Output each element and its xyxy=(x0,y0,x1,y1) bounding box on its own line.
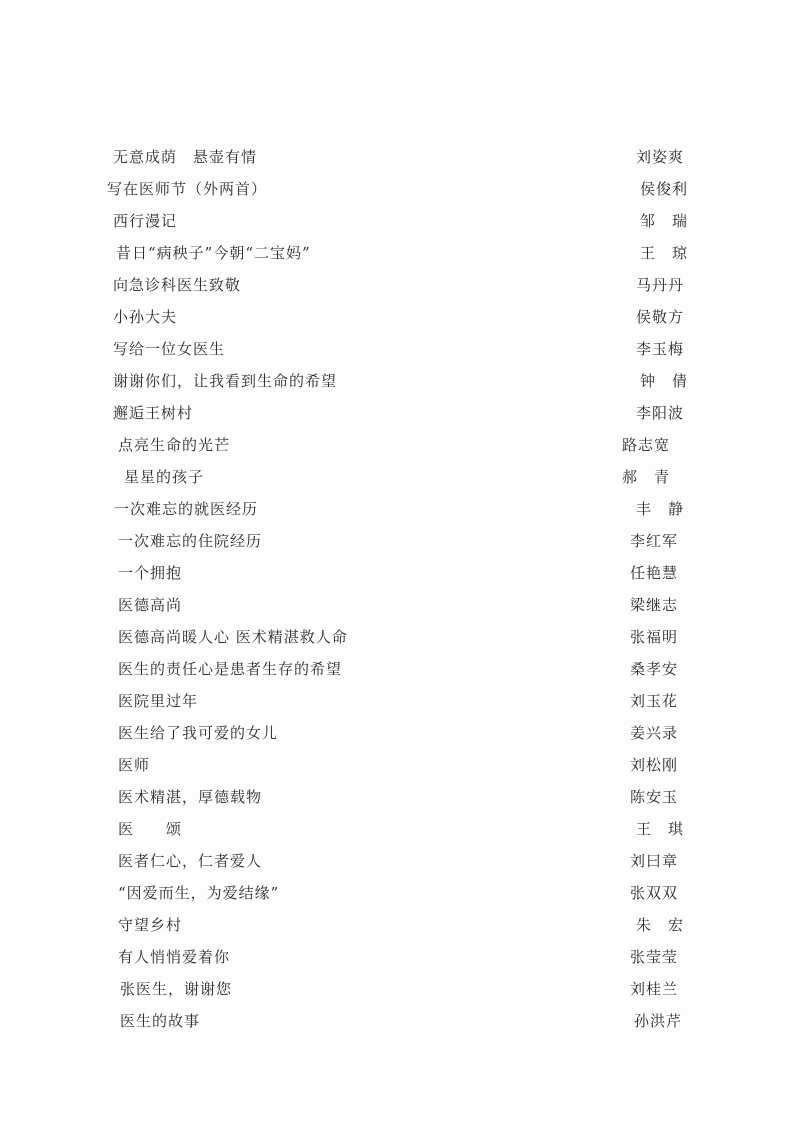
entry-author: 钟 倩 xyxy=(640,372,689,390)
entry-title: 写在医师节（外两首） xyxy=(107,180,268,198)
entry-title: 医生的故事 xyxy=(120,1012,201,1030)
toc-entry xyxy=(0,622,800,652)
toc-entry xyxy=(0,718,800,748)
toc-entry xyxy=(0,270,800,300)
entry-author: 张莹莹 xyxy=(630,948,679,966)
toc-entry xyxy=(0,782,800,812)
entry-author: 丰 静 xyxy=(636,500,685,518)
entry-title: 一次难忘的就医经历 xyxy=(114,500,259,518)
entry-author: 李玉梅 xyxy=(636,340,685,358)
entry-title: 无意成荫 悬壶有情 xyxy=(113,148,258,166)
entry-author: 郝 青 xyxy=(622,468,671,486)
entry-title: 写给一位女医生 xyxy=(113,340,226,358)
entry-author: 侯俊利 xyxy=(640,180,689,198)
entry-title: 张医生，谢谢您 xyxy=(120,980,233,998)
entry-author: 王 琪 xyxy=(636,820,685,838)
entry-author: 桑孝安 xyxy=(630,660,679,678)
entry-title: 一次难忘的住院经历 xyxy=(118,532,263,550)
entry-title: 西行漫记 xyxy=(113,212,178,230)
entry-author: 路志宽 xyxy=(622,436,671,454)
toc-entry xyxy=(0,462,800,492)
toc-entry xyxy=(0,910,800,940)
entry-author: 李阳波 xyxy=(636,404,685,422)
entry-title: 小孙大夫 xyxy=(113,308,178,326)
toc-entry xyxy=(0,430,800,460)
entry-author: 刘玉花 xyxy=(630,692,679,710)
toc-entry xyxy=(0,878,800,908)
entry-author: 刘松刚 xyxy=(630,756,679,774)
entry-author: 刘曰章 xyxy=(630,852,679,870)
toc-entry xyxy=(0,846,800,876)
toc-entry xyxy=(0,558,800,588)
entry-author: 任艳慧 xyxy=(630,564,679,582)
entry-title: 谢谢你们，让我看到生命的希望 xyxy=(113,372,338,390)
entry-title: 医德高尚暖人心 医术精湛救人命 xyxy=(118,628,348,646)
entry-title: 向急诊科医生致敬 xyxy=(113,276,242,294)
entry-author: 姜兴录 xyxy=(630,724,679,742)
toc-entry xyxy=(0,814,800,844)
entry-title: 医生的责任心是患者生存的希望 xyxy=(118,660,343,678)
entry-author: 朱 宏 xyxy=(636,916,685,934)
toc-entry xyxy=(0,302,800,332)
entry-title: 医术精湛，厚德载物 xyxy=(118,788,263,806)
entry-author: 王 琼 xyxy=(640,244,689,262)
toc-entry xyxy=(0,974,800,1004)
toc-entry xyxy=(0,398,800,428)
toc-entry xyxy=(0,526,800,556)
entry-title: “因爱而生，为爱结缘” xyxy=(118,884,280,902)
entry-author: 李红军 xyxy=(630,532,679,550)
entry-author: 陈安玉 xyxy=(630,788,679,806)
entry-author: 张双双 xyxy=(630,884,679,902)
entry-title: 星星的孩子 xyxy=(124,468,205,486)
toc-entry xyxy=(0,686,800,716)
entry-author: 梁继志 xyxy=(630,596,679,614)
entry-title: 医 颂 xyxy=(118,820,183,838)
entry-title: 昔日“病秧子”今朝“二宝妈” xyxy=(116,244,311,262)
toc-entry xyxy=(0,590,800,620)
toc-entry xyxy=(0,1006,800,1036)
toc-entry xyxy=(0,942,800,972)
entry-title: 一个拥抱 xyxy=(118,564,183,582)
toc-entry xyxy=(0,174,800,204)
entry-title: 有人悄悄爱着你 xyxy=(118,948,231,966)
toc-entry xyxy=(0,366,800,396)
entry-title: 医者仁心，仁者爱人 xyxy=(118,852,263,870)
entry-author: 张福明 xyxy=(630,628,679,646)
entry-title: 医院里过年 xyxy=(118,692,199,710)
entry-author: 刘姿爽 xyxy=(636,148,685,166)
entry-title: 守望乡村 xyxy=(118,916,183,934)
entry-title: 点亮生命的光芒 xyxy=(118,436,231,454)
toc-entry xyxy=(0,142,800,172)
entry-author: 孙洪芹 xyxy=(634,1012,683,1030)
entry-author: 刘桂兰 xyxy=(630,980,679,998)
entry-title: 邂逅王树村 xyxy=(113,404,194,422)
toc-entry xyxy=(0,238,800,268)
entry-title: 医德高尚 xyxy=(118,596,183,614)
toc-entry xyxy=(0,206,800,236)
entry-title: 医师 xyxy=(118,756,151,774)
entry-author: 侯敬方 xyxy=(636,308,685,326)
toc-entry xyxy=(0,334,800,364)
entry-author: 马丹丹 xyxy=(636,276,685,294)
entry-title: 医生给了我可爱的女儿 xyxy=(118,724,279,742)
toc-entry xyxy=(0,750,800,780)
toc-entry xyxy=(0,654,800,684)
entry-author: 邹 瑞 xyxy=(640,212,689,230)
toc-entry xyxy=(0,494,800,524)
